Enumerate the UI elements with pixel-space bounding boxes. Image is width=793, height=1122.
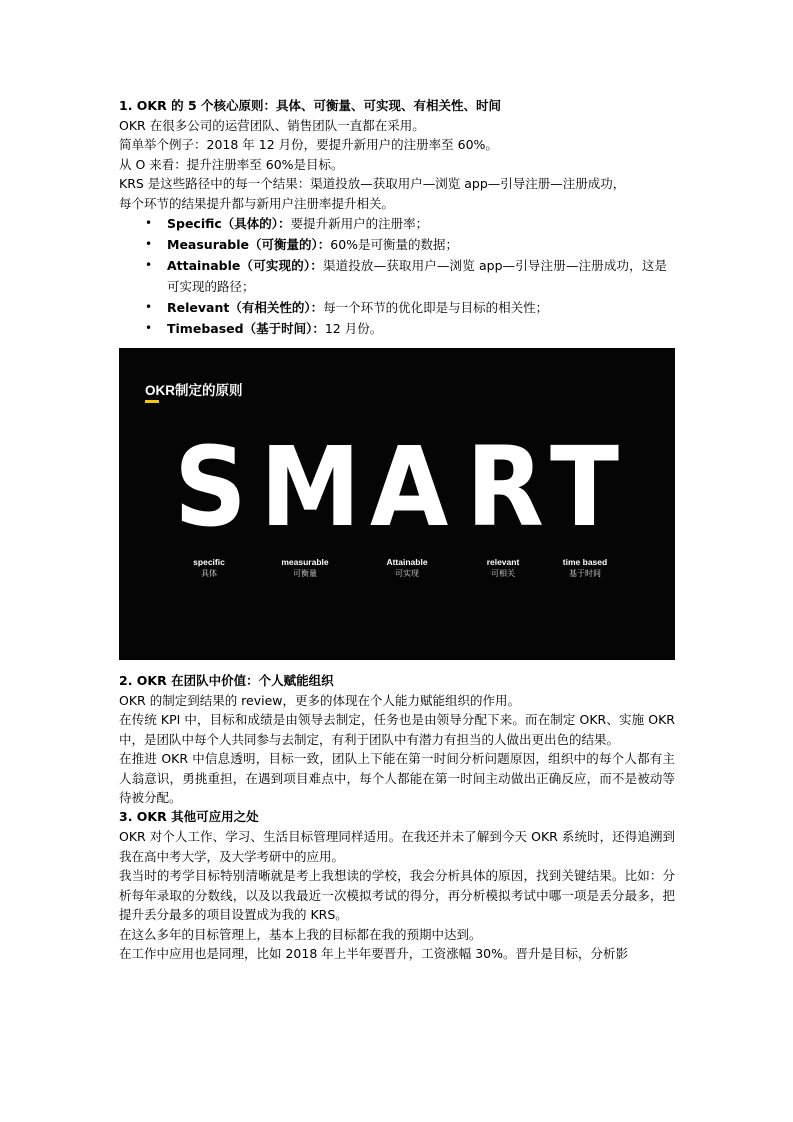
paragraph: 每个环节的结果提升都与新用户注册率提升相关。 — [119, 195, 395, 211]
bullet-item-measurable — [143, 234, 675, 255]
document-page — [119, 96, 675, 963]
bullet-text: 60%是可衡量的数据； — [330, 237, 459, 253]
section-3-heading: 3. OKR 其他可应用之处 — [119, 809, 259, 825]
bullet-text: 要提升新用户的注册率； — [290, 216, 429, 232]
section-2-heading: 2. OKR 在团队中价值：个人赋能组织 — [119, 673, 334, 689]
paragraph: OKR 的制定到结果的 review，更多的体现在个人能力赋能组织的作用。 — [119, 693, 521, 709]
bullet-item-relevant — [143, 297, 675, 318]
paragraph: 简单举个例子：2018 年 12 月份，要提升新用户的注册率至 60%。 — [119, 137, 498, 153]
letter-s: S — [174, 423, 247, 552]
paragraph: 从 O 来看：提升注册率至 60%是目标。 — [119, 156, 344, 172]
caption-en: time based — [562, 557, 608, 568]
bullet-item-specific — [143, 213, 675, 234]
bullet-term: Attainable（可实现的）： — [167, 258, 323, 274]
paragraph: 在工作中应用也是同理，比如 2018 年上半年要晋升，工资涨幅 30%。晋升是目标，分析影 — [119, 945, 629, 961]
smart-letters — [174, 423, 620, 552]
paragraph: 我当时的考学目标特别清晰就是考上我想读的学校，我会分析具体的原因，找到关键结果。比如：分析每年录取的分数线，以及以我最近一次模拟考试的得分，再分析模拟考试中哪一项是丢分最多，把提升丢分最多的项目设置成为我的 KRS。 — [119, 868, 675, 923]
bullet-term: Specific（具体的）： — [167, 216, 291, 232]
smart-banner-image — [119, 348, 675, 660]
section-1-heading: 1. OKR 的 5 个核心原则：具体、可衡量、可实现、有相关性、时间 — [119, 98, 501, 113]
bullet-item-timebased — [143, 318, 675, 339]
caption-en: Attainable — [386, 557, 428, 568]
paragraph: 在推进 OKR 中信息透明，目标一致，团队上下能在第一时间分析问题原因，组织中的每个人都有主人翁意识，勇挑重担，在遇到项目难点中，每个人都能在第一时间主动做出正确反应，而不是被动等待被分配。 — [119, 751, 675, 806]
bullet-term: Relevant（有相关性的）： — [167, 300, 324, 316]
letter-t: T — [550, 423, 620, 552]
caption-zh: 可相关 — [491, 569, 515, 579]
paragraph: OKR 对个人工作、学习、生活目标管理同样适用。在我还并未了解到今天 OKR 系统时，还得追溯到我在高中考大学，及大学考研中的应用。 — [119, 829, 675, 864]
paragraph: KRS 是这些路径中的每一个结果：渠道投放—获取用户—浏览 app—引导注册—注册成功， — [119, 176, 626, 192]
bullet-term: Measurable（可衡量的）： — [167, 237, 331, 253]
smart-bullet-list — [119, 213, 675, 339]
caption-zh: 可衡量 — [293, 569, 317, 579]
banner-accent-bar — [145, 400, 159, 403]
paragraph: 在这么多年的目标管理上，基本上我的目标都在我的预期中达到。 — [119, 926, 482, 942]
bullet-item-attainable — [143, 255, 675, 297]
bullet-text: 每一个环节的优化即是与目标的相关性； — [323, 300, 549, 316]
banner-title: OKR制定的原则 — [145, 383, 243, 399]
caption-zh: 可实现 — [395, 569, 419, 579]
caption-en: measurable — [281, 557, 329, 568]
letter-m: M — [260, 423, 361, 552]
caption-en: specific — [193, 557, 225, 568]
paragraph: 在传统 KPI 中，目标和成绩是由领导去制定，任务也是由领导分配下来。而在制定 OKR、实施 OKR 中，是团队中每个人共同参与去制定，有利于团队中有潜力有担当的人做出更出色的结果。 — [119, 712, 675, 747]
bullet-text: 12 月份。 — [324, 321, 383, 337]
letter-r: R — [466, 423, 544, 552]
bullet-term: Timebased（基于时间）： — [167, 321, 325, 337]
bullet-text: 渠道投放—获取用户—浏览 app—引导注册—注册成功，这是可实现的路径； — [167, 258, 667, 295]
caption-en: relevant — [486, 557, 520, 568]
letter-a: A — [370, 423, 449, 552]
caption-zh: 基于时间 — [569, 569, 601, 579]
caption-timebased — [525, 557, 645, 579]
paragraph: OKR 在很多公司的运营团队、销售团队一直都在采用。 — [119, 118, 425, 133]
caption-zh: 具体 — [201, 569, 217, 579]
